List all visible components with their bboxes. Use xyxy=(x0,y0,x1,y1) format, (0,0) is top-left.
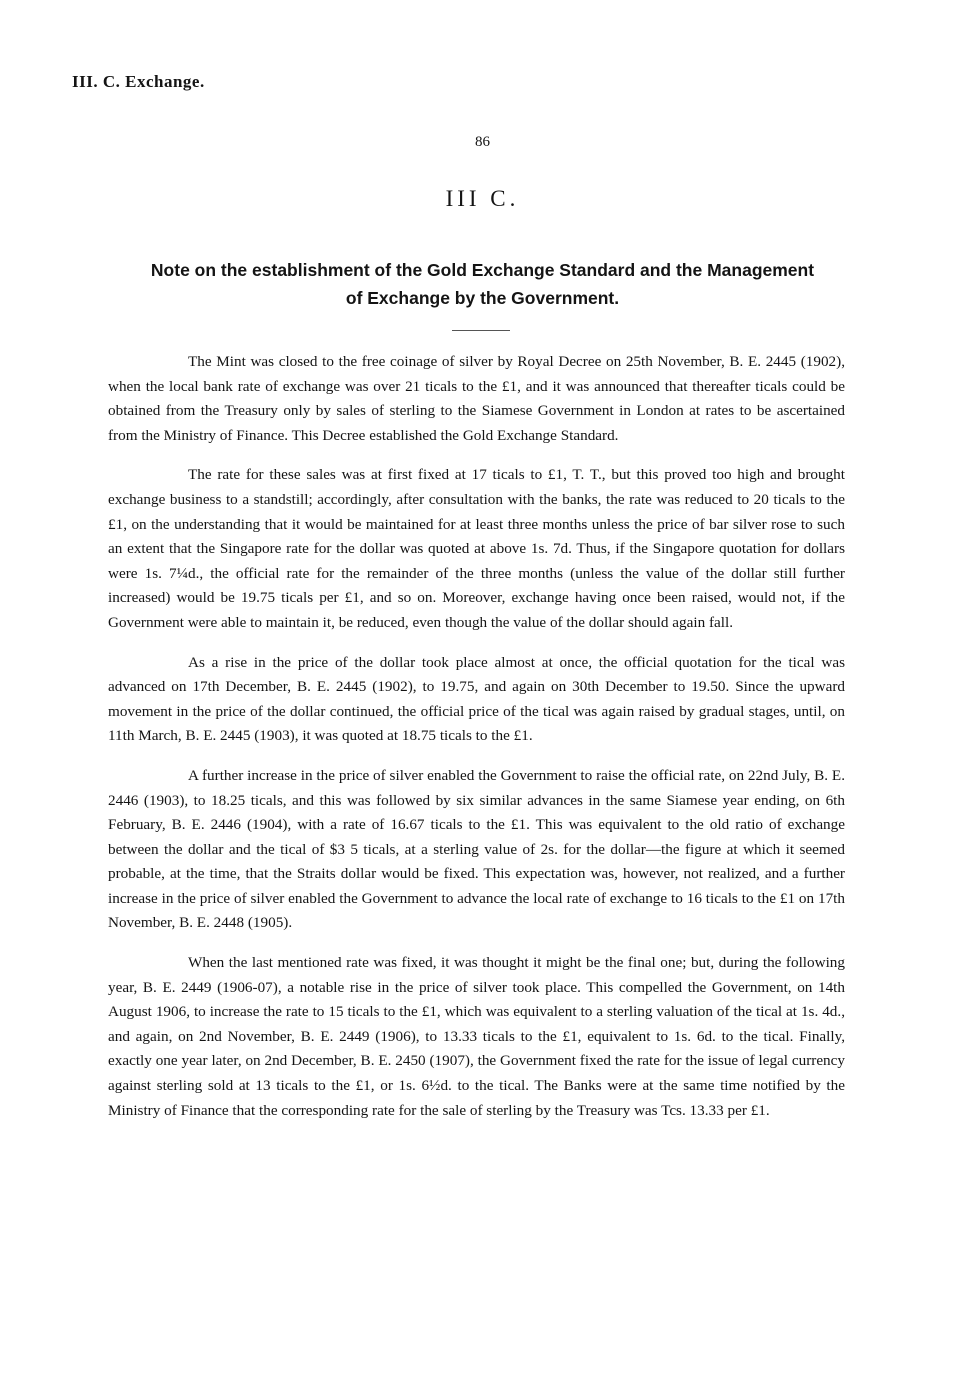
paragraph: The rate for these sales was at first fixed at 17 ticals to £1, T. T., but this proved too high and brought exchange business to a standstill; accordingly, after consultation with the banks, the rate was reduced to 20 ticals to the £1, on the understanding that it would be maintained for at least three months unless the price of bar silver rose to such an extent that the Singapore rate for the dollar was quoted at above 1s. 7d. Thus, if the Singapore quotation for dollars were 1s. 7¼d., the official rate for the remainder of the three months (unless the value of the dollar still further increased) would be 19.75 ticals per £1, and so on. Moreover, exchange having once been raised, would not, if the Government were able to maintain it, be reduced, even though the value of the dollar should again fall. xyxy=(108,466,845,631)
paragraph: As a rise in the price of the dollar took place almost at once, the official quotation for the tical was advanced on 17th December, B. E. 2445 (1902), to 19.75, and again on 30th December to 19.50. Since the upward movement in the price of the dollar continued, the official price of the tical was again raised by gradual stages, until, on 11th March, B. E. 2445 (1903), it was quoted at 18.75 ticals to the £1. xyxy=(108,653,845,745)
paragraph: A further increase in the price of silver enabled the Government to raise the official rate, on 22nd July, B. E. 2446 (1903), to 18.25 ticals, and this was followed by six similar advances in the same Siamese year ending, on 6th February, B. E. 2446 (1904), with a rate of 16.67 ticals to the £1. This was equivalent to the old ratio of exchange between the dollar and the tical of $3 5 ticals, at a sterling value of 2s. for the dollar—the figure at which it seemed probable, at the time, that the Straits dollar would be fixed. This expectation was, however, not realized, and a further increase in the price of silver enabled the Government to advance the local rate of exchange to 16 ticals to the £1 on 17th November, B. E. 2448 (1905). xyxy=(108,766,845,932)
page-number: 86 xyxy=(475,134,490,150)
section-label: III C. xyxy=(445,186,520,211)
title-rule xyxy=(452,330,510,331)
document-title: Note on the establishment of the Gold Exchange Standard and the Management of Exchange by the Government. xyxy=(150,260,815,308)
paragraph: When the last mentioned rate was fixed, it was thought it might be the final one; but, during the following year, B. E. 2449 (1906-07), a notable rise in the price of silver took place. This compelled the Government, on 14th August 1906, to increase the rate to 15 ticals to the £1, which was equivalent to a sterling valuation of the tical at 1s. 4d., and again, on 2nd November, B. E. 2449 (1906), to 13.33 ticals to the £1, equivalent to 1s. 6d. to the tical. Finally, exactly one year later, on 2nd December, B. E. 2450 (1907), the Government fixed the rate for the issue of legal currency against sterling sold at 13 ticals to the £1, or 1s. 6½d. to the tical. The Banks were at the same time notified by the Ministry of Finance that the corresponding rate for the sale of sterling by the Treasury was Tcs. 13.33 per £1. xyxy=(108,954,845,1119)
paragraph: The Mint was closed to the free coinage of silver by Royal Decree on 25th November, B. E. 2445 (1902), when the local bank rate of exchange was over 21 ticals to the £1, and it was announced that thereafter ticals could be obtained from the Treasury only by sales of sterling to the Siamese Government in London at rates to be ascertained from the Ministry of Finance. This Decree established the Gold Exchange Standard. xyxy=(108,353,845,444)
running-head: III. C. Exchange. xyxy=(72,72,205,91)
body-text xyxy=(108,350,845,1138)
